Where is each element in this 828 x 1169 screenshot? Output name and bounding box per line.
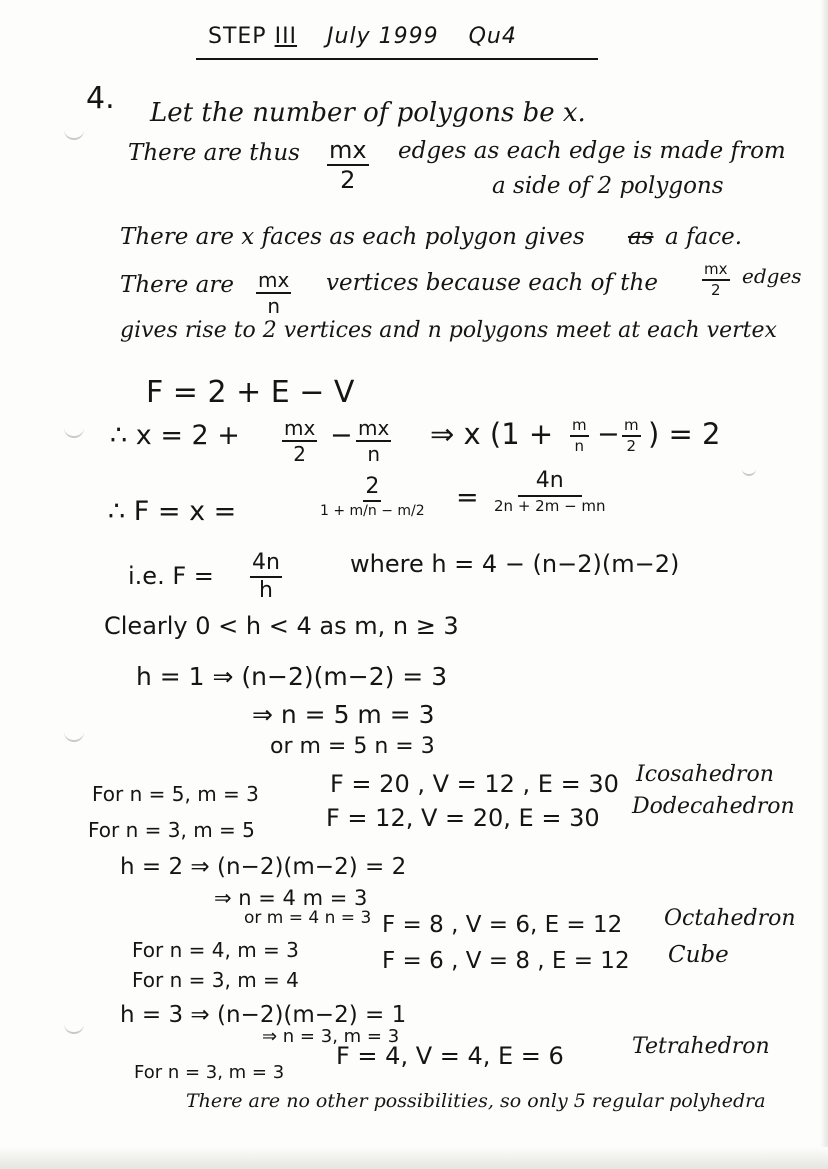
eq2-frac-mx-over-2: [282, 418, 317, 464]
icosahedron-name: Icosahedron: [636, 762, 774, 787]
line-2b: edges as each edge is made from: [398, 138, 786, 164]
page-right-edge-shadow: [820, 0, 828, 1169]
case-h3: h = 3 ⇒ (n−2)(m−2) = 1: [120, 1002, 407, 1028]
line-4a: There are x faces as each polygon gives: [120, 224, 585, 250]
case-h1: h = 1 ⇒ (n−2)(m−2) = 3: [136, 662, 448, 691]
frac-den: 1 + m/n − m/2: [320, 503, 425, 519]
tetrahedron-params: For n = 3, m = 3: [134, 1062, 285, 1083]
icosahedron-values: F = 20 , V = 12 , E = 30: [330, 770, 619, 798]
eq2-frac-mx-over-n: [356, 418, 391, 464]
eq3-frac-4n-over-denominator: [494, 470, 606, 514]
line-3: a side of 2 polygons: [492, 173, 724, 199]
dodecahedron-name: Dodecahedron: [632, 794, 795, 819]
frac-num: mx: [358, 416, 390, 440]
line-5c: edges: [742, 264, 802, 288]
frac-den: 2: [710, 281, 721, 299]
punch-hole-mark: [64, 1020, 84, 1034]
eq2-minus-2: −: [597, 419, 620, 450]
case-h3-solution: ⇒ n = 3, m = 3: [262, 1026, 400, 1047]
frac-den: n: [367, 442, 380, 466]
octahedron-values: F = 8 , V = 6, E = 12: [382, 912, 623, 938]
frac-num: mx: [284, 416, 316, 440]
eq2-minus: −: [330, 420, 353, 451]
title-question: Qu4: [468, 24, 517, 49]
frac-num: m: [622, 418, 641, 437]
title-step: STEP: [208, 24, 267, 49]
dodecahedron-params: For n = 3, m = 5: [88, 818, 255, 842]
page-title: [208, 24, 517, 49]
punch-hole-mark: [64, 424, 84, 438]
eq2-implies: ⇒ x (1 +: [430, 417, 554, 451]
icosahedron-params: For n = 5, m = 3: [92, 782, 259, 806]
case-h1-solution: ⇒ n = 5 m = 3: [252, 700, 435, 729]
frac-num: 2: [363, 476, 381, 502]
cube-values: F = 6 , V = 8 , E = 12: [382, 948, 630, 974]
question-number: 4.: [86, 81, 115, 116]
eq3-lead: ∴ F = x =: [108, 496, 237, 527]
fraction-mx-over-n: [256, 270, 291, 316]
dodecahedron-values: F = 12, V = 20, E = 30: [326, 804, 600, 832]
title-underline: [196, 58, 598, 60]
eq4-lead: i.e. F =: [128, 562, 214, 590]
punch-hole-mark: [64, 126, 84, 140]
line-4-struck-word: as: [628, 224, 654, 250]
case-h2: h = 2 ⇒ (n−2)(m−2) = 2: [120, 854, 407, 880]
frac-num: m: [570, 418, 589, 437]
fraction-mx-over-2: [327, 138, 369, 192]
case-h1-alternative: or m = 5 n = 3: [270, 734, 435, 759]
frac-den: 2: [340, 166, 356, 194]
case-h2-solution: ⇒ n = 4 m = 3: [214, 886, 368, 910]
eq4-tail: where h = 4 − (n−2)(m−2): [350, 550, 680, 578]
frac-den: 2n + 2m − mn: [494, 497, 606, 515]
line-5a: There are: [120, 272, 235, 298]
line-2a: There are thus: [128, 140, 300, 166]
euler-formula: F = 2 + E − V: [146, 375, 355, 410]
frac-den: 2: [293, 442, 307, 466]
tetrahedron-name: Tetrahedron: [632, 1034, 770, 1059]
cube-name: Cube: [668, 942, 729, 968]
cube-params: For n = 3, m = 4: [132, 968, 299, 992]
line-4b: a face.: [665, 224, 743, 250]
eq2-frac-m-over-2: [622, 418, 641, 454]
punch-hole-mark: [64, 728, 84, 742]
case-h2-alternative: or m = 4 n = 3: [244, 908, 372, 928]
page-bottom-edge-shadow: [0, 1147, 828, 1169]
bound-on-h: Clearly 0 < h < 4 as m, n ≥ 3: [104, 612, 459, 640]
eq2-frac-m-over-n: [570, 418, 589, 454]
fraction-mx-over-2-small: [702, 262, 730, 298]
frac-den: n: [574, 437, 585, 455]
octahedron-name: Octahedron: [664, 906, 796, 931]
eq3-equals: =: [456, 482, 479, 513]
eq3-frac-2-over-denominator: [320, 476, 425, 518]
line-5b: vertices because each of the: [326, 270, 658, 296]
frac-num: mx: [258, 268, 290, 292]
eq4-frac-4n-over-h: [250, 552, 282, 602]
title-roman: III: [274, 24, 298, 49]
frac-num: 4n: [250, 552, 282, 578]
frac-num: mx: [329, 136, 367, 164]
line-1: Let the number of polygons be x.: [150, 98, 586, 128]
frac-num: 4n: [518, 470, 582, 497]
frac-den: h: [259, 578, 273, 603]
eq2-lead: ∴ x = 2 +: [110, 420, 240, 451]
tetrahedron-values: F = 4, V = 4, E = 6: [336, 1042, 564, 1070]
line-6: gives rise to 2 vertices and n polygons meet at each vertex: [120, 318, 777, 343]
eq2-tail: ) = 2: [648, 417, 721, 451]
frac-den: 2: [626, 437, 637, 455]
paper-mark: [742, 462, 756, 476]
title-date: July 1999: [327, 24, 439, 49]
frac-num: mx: [702, 262, 730, 281]
octahedron-params: For n = 4, m = 3: [132, 938, 299, 962]
frac-den: n: [267, 294, 280, 318]
conclusion: There are no other possibilities, so only 5 regular polyhedra: [186, 1090, 766, 1112]
